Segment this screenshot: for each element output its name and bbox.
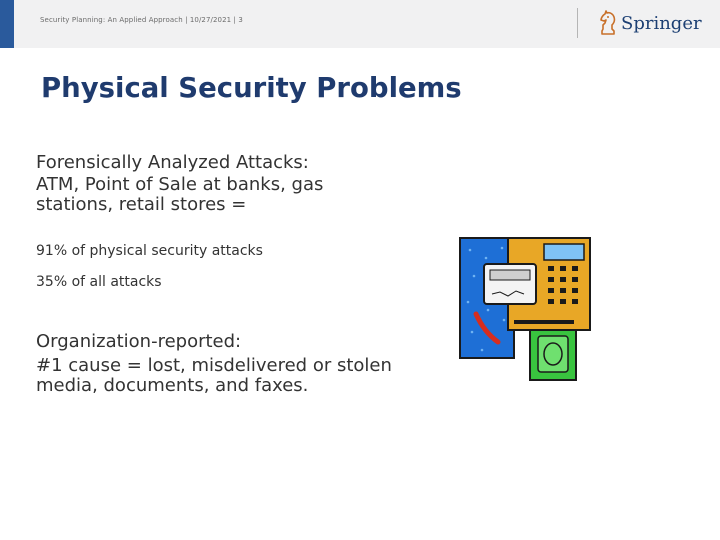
body-paragraph-forensic — [36, 152, 436, 216]
body-line: #1 cause = lost, misdelivered or stolen — [36, 355, 392, 376]
body-line: ATM, Point of Sale at banks, gas — [36, 174, 324, 195]
slide-title: Physical Security Problems — [41, 72, 462, 104]
header-divider — [577, 8, 578, 38]
atm-cash-withdrawal-icon — [458, 236, 592, 382]
publisher-name: Springer — [621, 12, 702, 34]
body-line: stations, retail stores = — [36, 194, 247, 215]
body-line: media, documents, and faxes. — [36, 375, 309, 396]
running-head: Security Planning: An Applied Approach | 10/27/2021 | 3 — [40, 16, 243, 24]
stat-all-attacks: 35% of all attacks — [36, 274, 162, 290]
body-line: Forensically Analyzed Attacks: — [36, 152, 309, 173]
publisher-logo — [597, 8, 702, 38]
body-line: Organization-reported: — [36, 331, 242, 352]
chess-knight-icon — [597, 10, 619, 36]
body-paragraph-organization — [36, 331, 436, 397]
stat-physical-attacks: 91% of physical security attacks — [36, 243, 263, 259]
header-accent-bar — [0, 0, 14, 48]
